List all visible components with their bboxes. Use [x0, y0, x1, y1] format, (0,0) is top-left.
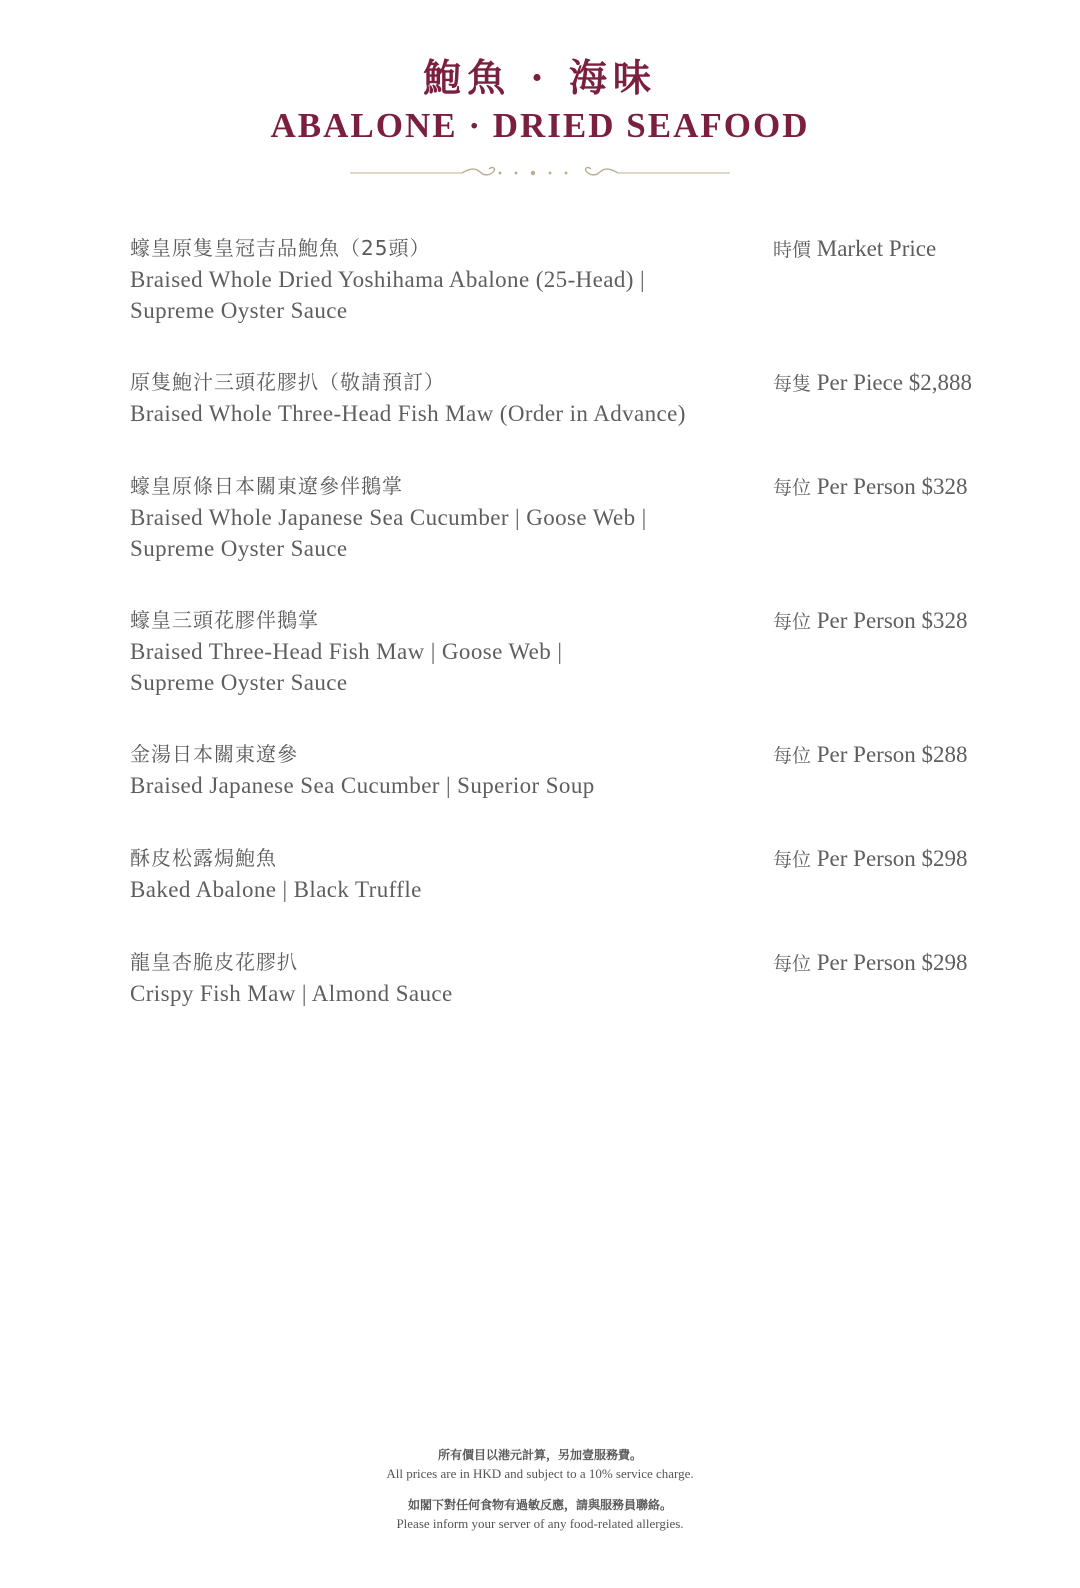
price-label-chinese: 每位 — [773, 611, 812, 633]
dish-name-chinese: 蠔皇原條日本關東遼參伴鵝掌 — [130, 474, 403, 498]
menu-item — [130, 842, 1010, 946]
price-label-english: Per Piece $2,888 — [816, 370, 972, 395]
service-charge-note-chinese: 所有價目以港元計算，另加壹服務費。 — [437, 1448, 642, 1462]
dish-price — [773, 472, 968, 503]
menu-item — [130, 470, 1010, 604]
dish-name-english: Braised Whole Dried Yoshihama Abalone (25-Head) | Supreme Oyster Sauce — [130, 267, 645, 323]
price-label-chinese: 每位 — [773, 477, 812, 499]
price-label-english: Per Person $328 — [816, 474, 968, 499]
price-label-chinese: 時價 — [773, 239, 812, 261]
dish-name-english: Braised Three-Head Fish Maw | Goose Web | Supreme Oyster Sauce — [130, 639, 563, 695]
dish-price — [773, 844, 968, 875]
allergy-note-chinese: 如閣下對任何食物有過敏反應，請與服務員聯絡。 — [407, 1498, 672, 1512]
dish-name-chinese: 原隻鮑汁三頭花膠扒（敬請預訂） — [130, 370, 445, 394]
dish-name-english: Braised Whole Three-Head Fish Maw (Order in Advance) — [130, 401, 686, 426]
price-label-chinese: 每位 — [773, 953, 812, 975]
price-label-chinese: 每隻 — [773, 373, 812, 395]
dish-price — [773, 368, 972, 399]
dish-price — [773, 948, 968, 979]
dish-name-english: Baked Abalone | Black Truffle — [130, 877, 422, 902]
dish-name-english: Braised Japanese Sea Cucumber | Superior Soup — [130, 773, 595, 798]
price-label-chinese: 每位 — [773, 745, 812, 767]
price-label-english: Per Person $298 — [816, 950, 968, 975]
dish-name-english: Crispy Fish Maw | Almond Sauce — [130, 981, 453, 1006]
dish-price — [773, 606, 968, 637]
page-header — [0, 52, 1080, 148]
price-label-english: Per Person $298 — [816, 846, 968, 871]
dish-name-chinese: 金湯日本關東遼參 — [130, 742, 298, 766]
service-charge-note-english: All prices are in HKD and subject to a 10% service charge. — [386, 1466, 694, 1481]
price-label-english: Market Price — [816, 236, 937, 261]
menu-item — [130, 604, 1010, 738]
dish-name-english: Braised Whole Japanese Sea Cucumber | Goose Web | Supreme Oyster Sauce — [130, 505, 647, 561]
ornament-divider-icon — [350, 160, 730, 186]
dish-name-chinese: 蠔皇原隻皇冠吉品鮑魚（25頭） — [130, 236, 431, 260]
menu-item — [130, 232, 1010, 366]
price-label-english: Per Person $288 — [816, 742, 968, 767]
dish-price — [773, 234, 936, 265]
allergy-note-english: Please inform your server of any food-related allergies. — [396, 1516, 684, 1531]
page-title-english: ABALONE · DRIED SEAFOOD — [270, 106, 810, 145]
menu-item — [130, 738, 1010, 842]
dish-name-chinese: 酥皮松露焗鮑魚 — [130, 846, 277, 870]
price-label-english: Per Person $328 — [816, 608, 968, 633]
price-label-chinese: 每位 — [773, 849, 812, 871]
page-title-chinese: 鮑魚 · 海味 — [423, 55, 657, 100]
menu-item — [130, 946, 1010, 1050]
menu-footer — [0, 1445, 1080, 1533]
dish-name-chinese: 蠔皇三頭花膠伴鵝掌 — [130, 608, 319, 632]
menu-list — [130, 232, 1010, 1050]
menu-item — [130, 366, 1010, 470]
dish-name-chinese: 龍皇杏脆皮花膠扒 — [130, 950, 298, 974]
dish-price — [773, 740, 968, 771]
